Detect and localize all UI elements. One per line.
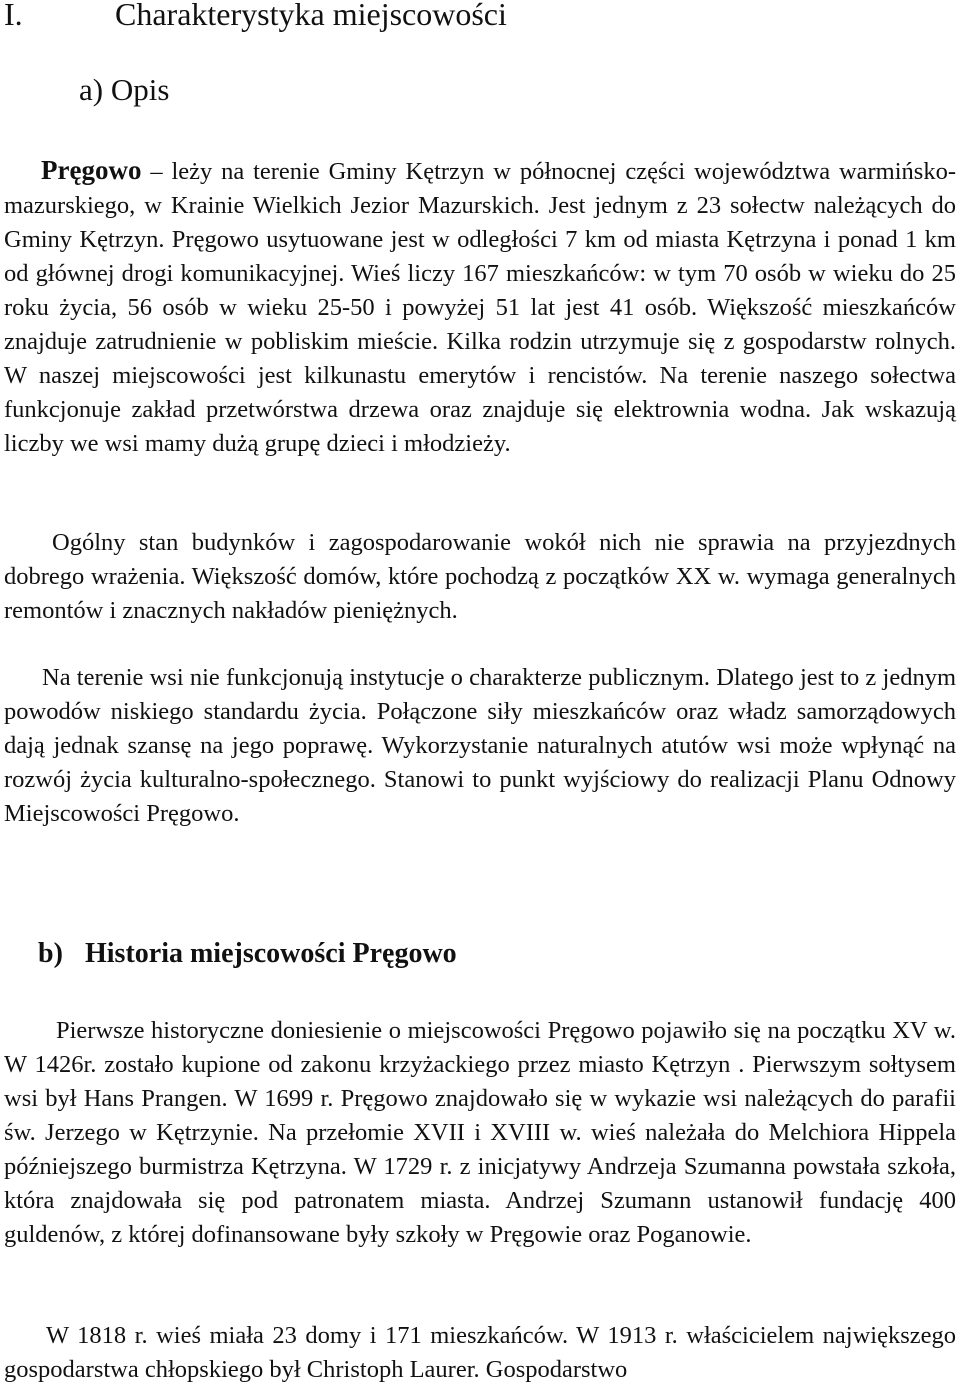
paragraph-historia-2: W 1818 r. wieś miała 23 domy i 171 mieszkańców. W 1913 r. właścicielem największego gospodarstwa chłopskiego był Christoph Laurer. Gospodarstwo — [4, 1322, 956, 1383]
section-number: I. — [4, 0, 23, 32]
paragraph-opis-1-text: – leży na terenie Gminy Kętrzyn w północnej części województwa warmińsko-mazurskiego, w Krainie Wielkich Jezior Mazurskich. Jest jednym z 23 sołectw należących do Gminy Kętrzyn. Pręgowo usytuowane jest w odległości 7 km od miasta Kętrzyna i ponad 1 km od głównej drogi komunikacyjnej. Wieś liczy 167 mieszkańców: w tym 70 osób w wieku do 25 roku życia, 56 osób w wieku 25-50 i powyżej 51 lat jest 41 osób. Większość mieszkańców znajduje zatrudnienie w pobliskim mieście. Kilka rodzin utrzymuje się z gospodarstw rolnych. W naszej miejscowości jest kilkunastu emerytów i rencistów. Na terenie naszego sołectwa funkcjonuje zakład przetwórstwa drzewa oraz znajduje się elektrownia wodna. Jak wskazują liczby we wsi mamy dużą grupę dzieci i młodzieży. — [4, 158, 956, 457]
section-title: Charakterystyka miejscowości — [115, 0, 507, 32]
subsection-label: b) — [38, 938, 63, 969]
subsection-heading-opis: a) Opis — [79, 72, 170, 107]
paragraph-historia-1: Pierwsze historyczne doniesienie o miejscowości Pręgowo pojawiło się na początku XV w. W 1426r. zostało kupione od zakonu krzyżackiego przez miasto Kętrzyn . Pierwszym sołtysem wsi był Hans Prangen. W 1699 r. Pręgowo znajdowało się w wykazie wsi należących do parafii św. Jerzego w Kętrzynie. Na przełomie XVII i XVIII w. wieś należała do Melchiora Hippela późniejszego burmistrza Kętrzyna. W 1729 r. z inicjatywy Andrzeja Szumanna powstała szkoła, która znajdowała się pod patronatem miasta. Andrzej Szumann ustanowił fundację 400 guldenów, z której dofinansowane były szkoły w Pręgowie oraz Poganowie. — [4, 1017, 956, 1248]
paragraph-opis-1 — [4, 153, 956, 461]
subsection-title: Historia miejscowości Pręgowo — [85, 938, 457, 969]
paragraph-opis-2: Ogólny stan budynków i zagospodarowanie wokół nich nie sprawia na przyjezdnych dobrego wrażenia. Większość domów, które pochodzą z początków XX w. wymaga generalnych remontów i znacznych nakładów pieniężnych. — [4, 529, 956, 624]
paragraph-opis-3: Na terenie wsi nie funkcjonują instytucje o charakterze publicznym. Dlatego jest to z jednym powodów niskiego standardu życia. Połączone siły mieszkańców oraz władz samorządowych dają jednak szansę na jego poprawę. Wykorzystanie naturalnych atutów wsi może wpłynąć na rozwój życia kulturalno-społecznego. Stanowi to punkt wyjściowy do realizacji Planu Odnowy Miejscowości Pręgowo. — [4, 664, 956, 827]
section-heading — [4, 0, 507, 34]
village-name-lead: Pręgowo — [41, 155, 142, 185]
subsection-heading-historia — [38, 934, 457, 974]
